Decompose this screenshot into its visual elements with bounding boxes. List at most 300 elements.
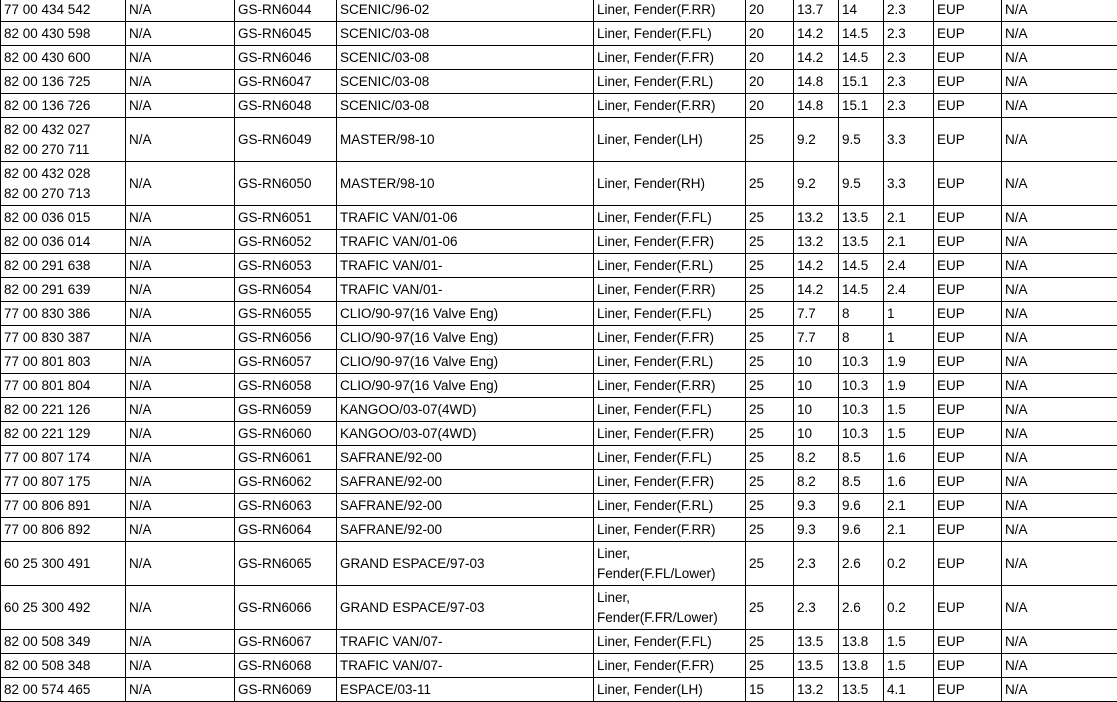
- description-cell: Liner, Fender(F.FR): [594, 422, 746, 446]
- note-cell: N/A: [1002, 254, 1117, 278]
- description-cell: Liner, Fender(F.RR): [594, 374, 746, 398]
- part-code-cell: GS-RN6045: [235, 22, 337, 46]
- note-cell: N/A: [1002, 518, 1117, 542]
- region-cell: EUP: [934, 518, 1002, 542]
- region-cell: EUP: [934, 350, 1002, 374]
- vehicle-model-cell: SCENIC/03-08: [337, 22, 594, 46]
- vehicle-model-cell: TRAFIC VAN/01-: [337, 278, 594, 302]
- region-cell: EUP: [934, 46, 1002, 70]
- note-cell: N/A: [1002, 302, 1117, 326]
- part-code-cell: GS-RN6067: [235, 630, 337, 654]
- measure-b-cell: 8.5: [839, 446, 884, 470]
- measure-c-cell: 2.1: [884, 494, 934, 518]
- measure-b-cell: 2.6: [839, 586, 884, 630]
- vehicle-model-cell: GRAND ESPACE/97-03: [337, 586, 594, 630]
- note-cell: N/A: [1002, 470, 1117, 494]
- oem-number-cell: 60 25 300 491: [1, 542, 126, 586]
- vehicle-model-cell: MASTER/98-10: [337, 162, 594, 206]
- measure-a-cell: 13.2: [794, 230, 839, 254]
- measure-a-cell: 9.2: [794, 118, 839, 162]
- description-cell: Liner, Fender(F.FL): [594, 630, 746, 654]
- table-row: [1, 94, 1117, 118]
- quantity-cell: 20: [746, 70, 794, 94]
- measure-a-cell: 2.3: [794, 542, 839, 586]
- region-cell: EUP: [934, 22, 1002, 46]
- oem-number-cell: 77 00 806 892: [1, 518, 126, 542]
- measure-c-cell: 3.3: [884, 162, 934, 206]
- note-cell: N/A: [1002, 278, 1117, 302]
- measure-b-cell: 13.8: [839, 654, 884, 678]
- description-cell: Liner, Fender(F.FR): [594, 470, 746, 494]
- description-cell: Liner, Fender(F.FL): [594, 206, 746, 230]
- ref-cell: N/A: [126, 278, 235, 302]
- measure-b-cell: 10.3: [839, 374, 884, 398]
- measure-b-cell: 10.3: [839, 350, 884, 374]
- measure-b-cell: 10.3: [839, 398, 884, 422]
- part-code-cell: GS-RN6060: [235, 422, 337, 446]
- region-cell: EUP: [934, 118, 1002, 162]
- description-cell: Liner, Fender(F.FR): [594, 326, 746, 350]
- table-row: [1, 398, 1117, 422]
- measure-c-cell: 1.5: [884, 422, 934, 446]
- measure-c-cell: 2.4: [884, 254, 934, 278]
- part-code-cell: GS-RN6069: [235, 678, 337, 702]
- oem-number-cell: 82 00 432 027 82 00 270 711: [1, 118, 126, 162]
- measure-c-cell: 3.3: [884, 118, 934, 162]
- quantity-cell: 25: [746, 630, 794, 654]
- note-cell: N/A: [1002, 678, 1117, 702]
- quantity-cell: 25: [746, 162, 794, 206]
- note-cell: N/A: [1002, 46, 1117, 70]
- measure-b-cell: 14.5: [839, 254, 884, 278]
- description-cell: Liner, Fender(F.FL): [594, 22, 746, 46]
- measure-b-cell: 9.5: [839, 162, 884, 206]
- quantity-cell: 25: [746, 398, 794, 422]
- measure-b-cell: 8: [839, 302, 884, 326]
- measure-a-cell: 14.8: [794, 70, 839, 94]
- quantity-cell: 15: [746, 678, 794, 702]
- description-cell: Liner, Fender(LH): [594, 678, 746, 702]
- note-cell: N/A: [1002, 422, 1117, 446]
- quantity-cell: 25: [746, 118, 794, 162]
- measure-a-cell: 13.5: [794, 654, 839, 678]
- description-cell: Liner, Fender(F.RL): [594, 350, 746, 374]
- measure-a-cell: 14.2: [794, 22, 839, 46]
- measure-a-cell: 9.3: [794, 518, 839, 542]
- region-cell: EUP: [934, 422, 1002, 446]
- description-cell: Liner, Fender(F.RR): [594, 0, 746, 22]
- measure-b-cell: 9.6: [839, 494, 884, 518]
- vehicle-model-cell: TRAFIC VAN/01-06: [337, 206, 594, 230]
- oem-number-cell: 60 25 300 492: [1, 586, 126, 630]
- parts-table-body: [1, 0, 1117, 702]
- table-row: [1, 542, 1117, 586]
- description-cell: Liner, Fender(F.RR): [594, 94, 746, 118]
- description-cell: Liner, Fender(F.RR): [594, 278, 746, 302]
- note-cell: N/A: [1002, 374, 1117, 398]
- part-code-cell: GS-RN6056: [235, 326, 337, 350]
- region-cell: EUP: [934, 230, 1002, 254]
- region-cell: EUP: [934, 254, 1002, 278]
- part-code-cell: GS-RN6057: [235, 350, 337, 374]
- vehicle-model-cell: SAFRANE/92-00: [337, 518, 594, 542]
- part-code-cell: GS-RN6065: [235, 542, 337, 586]
- ref-cell: N/A: [126, 326, 235, 350]
- oem-number-cell: 82 00 432 028 82 00 270 713: [1, 162, 126, 206]
- table-row: [1, 422, 1117, 446]
- measure-c-cell: 0.2: [884, 586, 934, 630]
- note-cell: N/A: [1002, 494, 1117, 518]
- measure-c-cell: 1.9: [884, 350, 934, 374]
- table-row: [1, 470, 1117, 494]
- measure-b-cell: 15.1: [839, 94, 884, 118]
- measure-a-cell: 10: [794, 422, 839, 446]
- measure-a-cell: 2.3: [794, 586, 839, 630]
- note-cell: N/A: [1002, 350, 1117, 374]
- ref-cell: N/A: [126, 398, 235, 422]
- measure-a-cell: 14.8: [794, 94, 839, 118]
- vehicle-model-cell: TRAFIC VAN/07-: [337, 654, 594, 678]
- part-code-cell: GS-RN6066: [235, 586, 337, 630]
- measure-a-cell: 10: [794, 374, 839, 398]
- ref-cell: N/A: [126, 470, 235, 494]
- oem-number-cell: 77 00 807 174: [1, 446, 126, 470]
- measure-a-cell: 8.2: [794, 470, 839, 494]
- ref-cell: N/A: [126, 542, 235, 586]
- table-row: [1, 446, 1117, 470]
- measure-b-cell: 14.5: [839, 22, 884, 46]
- part-code-cell: GS-RN6052: [235, 230, 337, 254]
- ref-cell: N/A: [126, 230, 235, 254]
- region-cell: EUP: [934, 542, 1002, 586]
- note-cell: N/A: [1002, 162, 1117, 206]
- table-row: [1, 254, 1117, 278]
- region-cell: EUP: [934, 654, 1002, 678]
- oem-number-cell: 82 00 291 639: [1, 278, 126, 302]
- vehicle-model-cell: CLIO/90-97(16 Valve Eng): [337, 350, 594, 374]
- part-code-cell: GS-RN6068: [235, 654, 337, 678]
- description-cell: Liner, Fender(LH): [594, 118, 746, 162]
- part-code-cell: GS-RN6059: [235, 398, 337, 422]
- measure-c-cell: 1.5: [884, 654, 934, 678]
- region-cell: EUP: [934, 678, 1002, 702]
- description-cell: Liner, Fender(F.FR): [594, 46, 746, 70]
- vehicle-model-cell: TRAFIC VAN/01-06: [337, 230, 594, 254]
- measure-a-cell: 10: [794, 398, 839, 422]
- measure-b-cell: 9.6: [839, 518, 884, 542]
- ref-cell: N/A: [126, 22, 235, 46]
- measure-b-cell: 13.8: [839, 630, 884, 654]
- oem-number-cell: 77 00 806 891: [1, 494, 126, 518]
- table-row: [1, 22, 1117, 46]
- ref-cell: N/A: [126, 162, 235, 206]
- vehicle-model-cell: KANGOO/03-07(4WD): [337, 422, 594, 446]
- vehicle-model-cell: SCENIC/96-02: [337, 0, 594, 22]
- measure-c-cell: 1.6: [884, 446, 934, 470]
- description-cell: Liner, Fender(F.RL): [594, 494, 746, 518]
- oem-number-cell: 82 00 508 348: [1, 654, 126, 678]
- measure-b-cell: 15.1: [839, 70, 884, 94]
- measure-a-cell: 14.2: [794, 46, 839, 70]
- measure-b-cell: 10.3: [839, 422, 884, 446]
- quantity-cell: 25: [746, 230, 794, 254]
- description-cell: Liner, Fender(F.FL): [594, 446, 746, 470]
- region-cell: EUP: [934, 630, 1002, 654]
- vehicle-model-cell: SCENIC/03-08: [337, 70, 594, 94]
- ref-cell: N/A: [126, 630, 235, 654]
- ref-cell: N/A: [126, 206, 235, 230]
- note-cell: N/A: [1002, 398, 1117, 422]
- measure-a-cell: 7.7: [794, 302, 839, 326]
- ref-cell: N/A: [126, 70, 235, 94]
- note-cell: N/A: [1002, 542, 1117, 586]
- ref-cell: N/A: [126, 350, 235, 374]
- region-cell: EUP: [934, 278, 1002, 302]
- part-code-cell: GS-RN6054: [235, 278, 337, 302]
- region-cell: EUP: [934, 206, 1002, 230]
- vehicle-model-cell: SCENIC/03-08: [337, 46, 594, 70]
- quantity-cell: 20: [746, 94, 794, 118]
- quantity-cell: 20: [746, 46, 794, 70]
- description-cell: Liner, Fender(F.RL): [594, 254, 746, 278]
- table-row: [1, 586, 1117, 630]
- oem-number-cell: 77 00 801 804: [1, 374, 126, 398]
- quantity-cell: 25: [746, 542, 794, 586]
- quantity-cell: 25: [746, 422, 794, 446]
- measure-c-cell: 4.1: [884, 678, 934, 702]
- note-cell: N/A: [1002, 230, 1117, 254]
- quantity-cell: 20: [746, 22, 794, 46]
- part-code-cell: GS-RN6062: [235, 470, 337, 494]
- vehicle-model-cell: SAFRANE/92-00: [337, 494, 594, 518]
- description-cell: Liner, Fender(RH): [594, 162, 746, 206]
- vehicle-model-cell: CLIO/90-97(16 Valve Eng): [337, 326, 594, 350]
- measure-c-cell: 2.3: [884, 22, 934, 46]
- note-cell: N/A: [1002, 654, 1117, 678]
- part-code-cell: GS-RN6048: [235, 94, 337, 118]
- description-cell: Liner, Fender(F.FR): [594, 654, 746, 678]
- ref-cell: N/A: [126, 46, 235, 70]
- measure-b-cell: 14: [839, 0, 884, 22]
- region-cell: EUP: [934, 302, 1002, 326]
- oem-number-cell: 82 00 430 598: [1, 22, 126, 46]
- measure-c-cell: 2.1: [884, 518, 934, 542]
- table-row: [1, 278, 1117, 302]
- oem-number-cell: 82 00 136 726: [1, 94, 126, 118]
- part-code-cell: GS-RN6055: [235, 302, 337, 326]
- note-cell: N/A: [1002, 0, 1117, 22]
- measure-c-cell: 1: [884, 326, 934, 350]
- ref-cell: N/A: [126, 654, 235, 678]
- description-cell: Liner, Fender(F.FR): [594, 230, 746, 254]
- measure-a-cell: 13.5: [794, 630, 839, 654]
- part-code-cell: GS-RN6049: [235, 118, 337, 162]
- vehicle-model-cell: KANGOO/03-07(4WD): [337, 398, 594, 422]
- oem-number-cell: 77 00 830 386: [1, 302, 126, 326]
- note-cell: N/A: [1002, 118, 1117, 162]
- measure-b-cell: 13.5: [839, 230, 884, 254]
- table-row: [1, 350, 1117, 374]
- description-cell: Liner, Fender(F.RL): [594, 70, 746, 94]
- table-row: [1, 374, 1117, 398]
- ref-cell: N/A: [126, 446, 235, 470]
- part-code-cell: GS-RN6047: [235, 70, 337, 94]
- oem-number-cell: 77 00 801 803: [1, 350, 126, 374]
- part-code-cell: GS-RN6058: [235, 374, 337, 398]
- measure-b-cell: 9.5: [839, 118, 884, 162]
- region-cell: EUP: [934, 0, 1002, 22]
- note-cell: N/A: [1002, 326, 1117, 350]
- measure-b-cell: 13.5: [839, 206, 884, 230]
- quantity-cell: 25: [746, 446, 794, 470]
- measure-b-cell: 13.5: [839, 678, 884, 702]
- ref-cell: N/A: [126, 94, 235, 118]
- table-row: [1, 518, 1117, 542]
- region-cell: EUP: [934, 470, 1002, 494]
- measure-c-cell: 2.4: [884, 278, 934, 302]
- measure-a-cell: 13.2: [794, 678, 839, 702]
- vehicle-model-cell: CLIO/90-97(16 Valve Eng): [337, 302, 594, 326]
- measure-c-cell: 2.3: [884, 94, 934, 118]
- vehicle-model-cell: SAFRANE/92-00: [337, 470, 594, 494]
- measure-a-cell: 10: [794, 350, 839, 374]
- oem-number-cell: 82 00 508 349: [1, 630, 126, 654]
- ref-cell: N/A: [126, 302, 235, 326]
- ref-cell: N/A: [126, 518, 235, 542]
- vehicle-model-cell: SCENIC/03-08: [337, 94, 594, 118]
- description-cell: Liner, Fender(F.FL): [594, 302, 746, 326]
- table-row: [1, 70, 1117, 94]
- ref-cell: N/A: [126, 0, 235, 22]
- vehicle-model-cell: TRAFIC VAN/07-: [337, 630, 594, 654]
- region-cell: EUP: [934, 326, 1002, 350]
- table-row: [1, 302, 1117, 326]
- quantity-cell: 20: [746, 0, 794, 22]
- region-cell: EUP: [934, 446, 1002, 470]
- region-cell: EUP: [934, 162, 1002, 206]
- oem-number-cell: 82 00 430 600: [1, 46, 126, 70]
- measure-c-cell: 2.3: [884, 70, 934, 94]
- measure-a-cell: 7.7: [794, 326, 839, 350]
- quantity-cell: 25: [746, 374, 794, 398]
- measure-c-cell: 2.3: [884, 46, 934, 70]
- vehicle-model-cell: GRAND ESPACE/97-03: [337, 542, 594, 586]
- vehicle-model-cell: ESPACE/03-11: [337, 678, 594, 702]
- ref-cell: N/A: [126, 374, 235, 398]
- oem-number-cell: 77 00 807 175: [1, 470, 126, 494]
- part-code-cell: GS-RN6050: [235, 162, 337, 206]
- part-code-cell: GS-RN6063: [235, 494, 337, 518]
- oem-number-cell: 82 00 036 015: [1, 206, 126, 230]
- table-row: [1, 0, 1117, 22]
- oem-number-cell: 77 00 434 542: [1, 0, 126, 22]
- measure-c-cell: 2.3: [884, 0, 934, 22]
- table-row: [1, 46, 1117, 70]
- part-code-cell: GS-RN6051: [235, 206, 337, 230]
- oem-number-cell: 77 00 830 387: [1, 326, 126, 350]
- region-cell: EUP: [934, 94, 1002, 118]
- quantity-cell: 25: [746, 206, 794, 230]
- measure-c-cell: 1: [884, 302, 934, 326]
- table-row: [1, 230, 1117, 254]
- measure-c-cell: 1.5: [884, 630, 934, 654]
- measure-c-cell: 1.6: [884, 470, 934, 494]
- measure-b-cell: 14.5: [839, 278, 884, 302]
- measure-c-cell: 1.5: [884, 398, 934, 422]
- oem-number-cell: 82 00 036 014: [1, 230, 126, 254]
- ref-cell: N/A: [126, 678, 235, 702]
- region-cell: EUP: [934, 586, 1002, 630]
- measure-b-cell: 8: [839, 326, 884, 350]
- part-code-cell: GS-RN6061: [235, 446, 337, 470]
- quantity-cell: 25: [746, 586, 794, 630]
- measure-a-cell: 9.2: [794, 162, 839, 206]
- note-cell: N/A: [1002, 206, 1117, 230]
- region-cell: EUP: [934, 398, 1002, 422]
- table-row: [1, 654, 1117, 678]
- note-cell: N/A: [1002, 586, 1117, 630]
- description-cell: Liner, Fender(F.FL/Lower): [594, 542, 746, 586]
- vehicle-model-cell: MASTER/98-10: [337, 118, 594, 162]
- description-cell: Liner, Fender(F.FL): [594, 398, 746, 422]
- measure-a-cell: 9.3: [794, 494, 839, 518]
- table-row: [1, 630, 1117, 654]
- quantity-cell: 25: [746, 302, 794, 326]
- table-row: [1, 206, 1117, 230]
- measure-c-cell: 2.1: [884, 206, 934, 230]
- ref-cell: N/A: [126, 422, 235, 446]
- table-row: [1, 494, 1117, 518]
- description-cell: Liner, Fender(F.FR/Lower): [594, 586, 746, 630]
- region-cell: EUP: [934, 70, 1002, 94]
- part-code-cell: GS-RN6053: [235, 254, 337, 278]
- ref-cell: N/A: [126, 118, 235, 162]
- region-cell: EUP: [934, 494, 1002, 518]
- ref-cell: N/A: [126, 586, 235, 630]
- oem-number-cell: 82 00 291 638: [1, 254, 126, 278]
- region-cell: EUP: [934, 374, 1002, 398]
- note-cell: N/A: [1002, 94, 1117, 118]
- measure-a-cell: 14.2: [794, 254, 839, 278]
- vehicle-model-cell: CLIO/90-97(16 Valve Eng): [337, 374, 594, 398]
- quantity-cell: 25: [746, 350, 794, 374]
- quantity-cell: 25: [746, 278, 794, 302]
- measure-b-cell: 2.6: [839, 542, 884, 586]
- measure-c-cell: 2.1: [884, 230, 934, 254]
- table-row: [1, 118, 1117, 162]
- vehicle-model-cell: SAFRANE/92-00: [337, 446, 594, 470]
- table-row: [1, 162, 1117, 206]
- quantity-cell: 25: [746, 326, 794, 350]
- quantity-cell: 25: [746, 470, 794, 494]
- part-code-cell: GS-RN6064: [235, 518, 337, 542]
- note-cell: N/A: [1002, 446, 1117, 470]
- note-cell: N/A: [1002, 70, 1117, 94]
- quantity-cell: 25: [746, 654, 794, 678]
- measure-c-cell: 0.2: [884, 542, 934, 586]
- quantity-cell: 25: [746, 494, 794, 518]
- ref-cell: N/A: [126, 494, 235, 518]
- measure-a-cell: 8.2: [794, 446, 839, 470]
- measure-c-cell: 1.9: [884, 374, 934, 398]
- measure-b-cell: 14.5: [839, 46, 884, 70]
- measure-b-cell: 8.5: [839, 470, 884, 494]
- part-code-cell: GS-RN6046: [235, 46, 337, 70]
- measure-a-cell: 14.2: [794, 278, 839, 302]
- oem-number-cell: 82 00 574 465: [1, 678, 126, 702]
- vehicle-model-cell: TRAFIC VAN/01-: [337, 254, 594, 278]
- measure-a-cell: 13.2: [794, 206, 839, 230]
